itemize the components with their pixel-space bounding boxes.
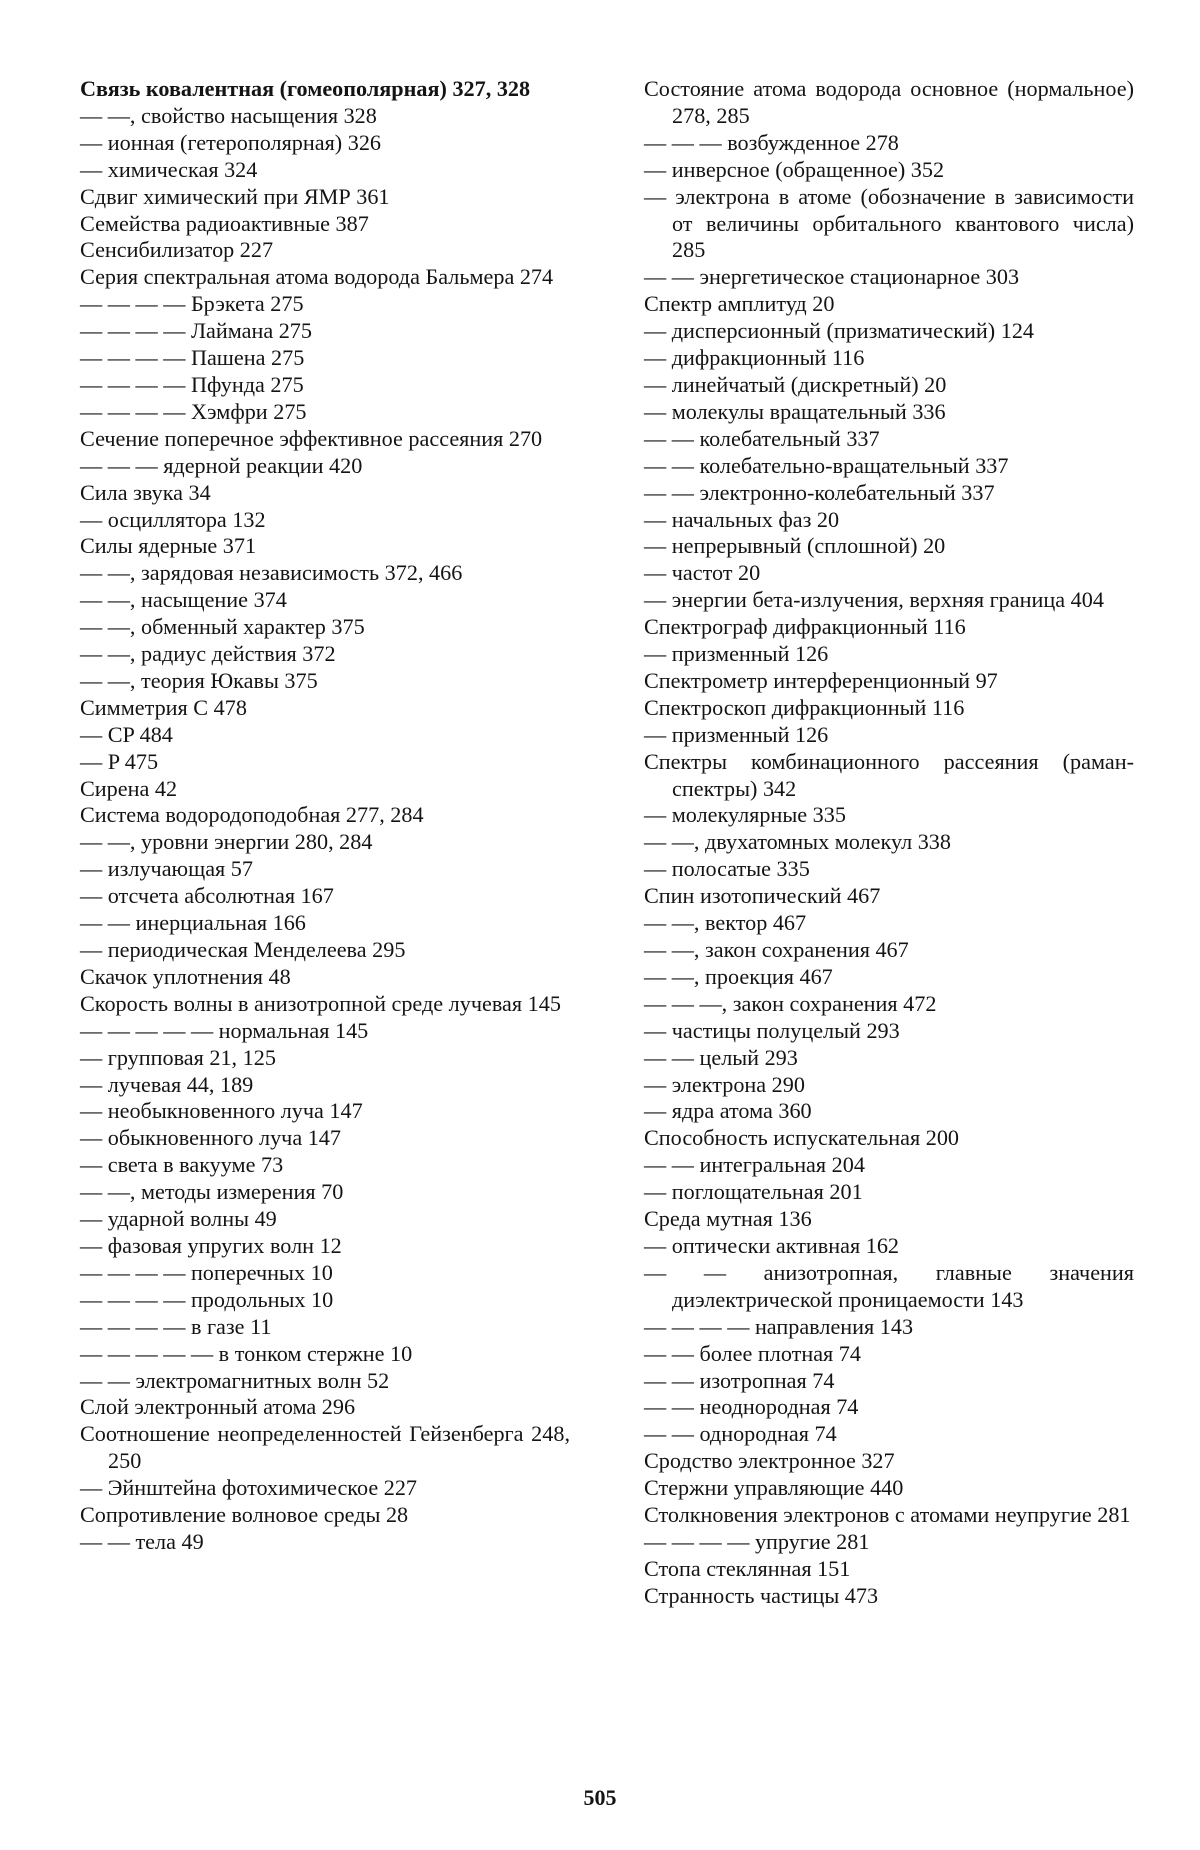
index-entry: Странность частицы 473 bbox=[644, 1582, 879, 1608]
index-entry: — —, уровни энергии 280, 284 bbox=[80, 829, 373, 855]
index-entry: — — электронно-колебательный 337 bbox=[644, 479, 995, 505]
index-entry: — — — — Брэкета 275 bbox=[80, 291, 304, 317]
index-entry: — —, двухатомных молекул 338 bbox=[644, 829, 951, 855]
index-entry: — химическая 324 bbox=[80, 156, 258, 182]
index-entry: Состояние атома водорода основное (нормальное) 278, 285 bbox=[644, 76, 1134, 128]
index-entry: — дифракционный 116 bbox=[644, 345, 865, 371]
index-entry: — призменный 126 bbox=[644, 721, 829, 747]
index-entry: — —, проекция 467 bbox=[644, 963, 833, 989]
index-entry: — —, насыщение 374 bbox=[80, 587, 287, 613]
index-entry: — — электромагнитных волн 52 bbox=[80, 1367, 390, 1393]
index-entry: — непрерывный (сплошной) 20 bbox=[644, 533, 946, 559]
index-entry: — — —, закон сохранения 472 bbox=[644, 990, 937, 1016]
index-entry: Сродство электронное 327 bbox=[644, 1448, 895, 1474]
index-entry: — отсчета абсолютная 167 bbox=[80, 883, 334, 909]
index-entry: — линейчатый (дискретный) 20 bbox=[644, 371, 947, 397]
index-column-left bbox=[80, 76, 570, 1556]
index-entry: Стержни управляющие 440 bbox=[644, 1475, 904, 1501]
index-entry: Система водородоподобная 277, 284 bbox=[80, 802, 424, 828]
index-entry: — —, вектор 467 bbox=[644, 910, 807, 936]
index-entry: Сечение поперечное эффективное рассеяния 270 bbox=[80, 425, 543, 451]
index-entry: — необыкновенного луча 147 bbox=[80, 1098, 363, 1124]
index-entry: — — неоднородная 74 bbox=[644, 1394, 859, 1420]
index-entry: Сдвиг химический при ЯМР 361 bbox=[80, 183, 390, 209]
index-entry: — — — — Лаймана 275 bbox=[80, 318, 312, 344]
index-entry: Сила звука 34 bbox=[80, 479, 211, 505]
index-entry: Сопротивление волновое среды 28 bbox=[80, 1502, 409, 1528]
page-number: 505 bbox=[583, 1785, 617, 1810]
index-entry: Скачок уплотнения 48 bbox=[80, 963, 291, 989]
index-entry: — — — — в газе 11 bbox=[80, 1313, 272, 1339]
index-entry: — ионная (гетерополярная) 326 bbox=[80, 129, 382, 155]
index-entry: — — — — направления 143 bbox=[644, 1313, 914, 1339]
index-entry: — дисперсионный (призматический) 124 bbox=[644, 318, 1035, 344]
index-entry: — —, методы измерения 70 bbox=[80, 1179, 344, 1205]
index-entry: — — однородная 74 bbox=[644, 1421, 837, 1447]
index-entry: — —, зарядовая независимость 372, 466 bbox=[80, 560, 463, 586]
index-entry: Спектрограф дифракционный 116 bbox=[644, 614, 966, 640]
index-entry: Спин изотопический 467 bbox=[644, 883, 881, 909]
index-entry: — —, теория Юкавы 375 bbox=[80, 667, 318, 693]
index-entry: — — тела 49 bbox=[80, 1528, 204, 1554]
index-entry: — электрона в атоме (обозначение в зависимости от величины орбитального квантового числа) 285 bbox=[644, 183, 1134, 263]
index-entry: Способность испускательная 200 bbox=[644, 1125, 960, 1151]
index-entry: — — — — Хэмфри 275 bbox=[80, 398, 307, 424]
index-entry: — — колебательный 337 bbox=[644, 425, 880, 451]
index-entry: — электрона 290 bbox=[644, 1071, 805, 1097]
index-entry: — — — — Пашена 275 bbox=[80, 345, 305, 371]
index-entry: — CP 484 bbox=[80, 721, 173, 747]
index-entry: Спектроскоп дифракционный 116 bbox=[644, 694, 965, 720]
index-entry: — — — — упругие 281 bbox=[644, 1528, 870, 1554]
index-entry: Слой электронный атома 296 bbox=[80, 1394, 356, 1420]
index-entry: Столкновения электронов с атомами неупругие 281 bbox=[644, 1502, 1131, 1528]
index-entry: — —, радиус действия 372 bbox=[80, 641, 336, 667]
index-entry: — начальных фаз 20 bbox=[644, 506, 840, 532]
index-entry: Спектр амплитуд 20 bbox=[644, 291, 835, 317]
index-entry: — энергии бета-излучения, верхняя граница 404 bbox=[644, 587, 1104, 613]
index-entry: Серия спектральная атома водорода Бальмера 274 bbox=[80, 264, 554, 290]
index-entry: — — — — Пфунда 275 bbox=[80, 371, 304, 397]
index-entry: — —, свойство насыщения 328 bbox=[80, 102, 377, 128]
index-entry: — ядра атома 360 bbox=[644, 1098, 812, 1124]
index-entry: — света в вакууме 73 bbox=[80, 1152, 284, 1178]
index-entry: — — анизотропная, главные значения диэлектрической проницаемости 143 bbox=[644, 1259, 1134, 1312]
index-entry: — инверсное (обращенное) 352 bbox=[644, 156, 945, 182]
index-entry: Семейства радиоактивные 387 bbox=[80, 210, 369, 236]
index-entry: — полосатые 335 bbox=[644, 856, 810, 882]
index-entry: Связь ковалентная (гомеополярная) 327, 328 bbox=[80, 76, 531, 101]
index-entry: Соотношение неопределенностей Гейзенберга 248, 250 bbox=[80, 1421, 570, 1474]
index-entry: Скорость волны в анизотропной среде лучевая 145 bbox=[80, 990, 561, 1016]
index-column-right bbox=[644, 76, 1134, 1610]
index-entry: — —, закон сохранения 467 bbox=[644, 937, 909, 962]
index-entry: — обыкновенного луча 147 bbox=[80, 1125, 341, 1151]
index-entry: Силы ядерные 371 bbox=[80, 533, 257, 559]
index-entry: — — — — — нормальная 145 bbox=[80, 1017, 369, 1043]
index-entry: — — интегральная 204 bbox=[644, 1152, 865, 1178]
index-entry: — — целый 293 bbox=[644, 1044, 798, 1070]
index-entry: — — изотропная 74 bbox=[644, 1367, 835, 1393]
index-entry: — частицы полуцелый 293 bbox=[644, 1017, 900, 1043]
index-entry: — ударной волны 49 bbox=[80, 1206, 277, 1232]
index-entry: Стопа стеклянная 151 bbox=[644, 1555, 851, 1581]
index-entry: Спектры комбинационного рассеяния (раман-спектры) 342 bbox=[644, 748, 1134, 801]
index-entry: — лучевая 44, 189 bbox=[80, 1071, 254, 1097]
index-entry: Симметрия С 478 bbox=[80, 694, 247, 720]
index-entry: — —, обменный характер 375 bbox=[80, 614, 365, 640]
index-entry: — частот 20 bbox=[644, 560, 761, 586]
index-entry: Сирена 42 bbox=[80, 775, 178, 801]
index-entry: — — — — — в тонком стержне 10 bbox=[80, 1340, 413, 1366]
index-entry: — молекулярные 335 bbox=[644, 802, 846, 828]
index-entry: Спектрометр интерференционный 97 bbox=[644, 667, 998, 693]
index-entry: — — энергетическое стационарное 303 bbox=[644, 264, 1020, 290]
index-entry: — — более плотная 74 bbox=[644, 1340, 861, 1366]
index-entry: — — — — продольных 10 bbox=[80, 1286, 334, 1312]
index-entry: — фазовая упругих волн 12 bbox=[80, 1232, 342, 1258]
index-entry: Среда мутная 136 bbox=[644, 1206, 812, 1232]
index-entry: — — — ядерной реакции 420 bbox=[80, 452, 363, 478]
index-entry: — — — возбужденное 278 bbox=[644, 129, 899, 155]
index-entry: — оптически активная 162 bbox=[644, 1232, 900, 1258]
index-entry: — осциллятора 132 bbox=[80, 506, 266, 532]
index-entry: — призменный 126 bbox=[644, 641, 829, 667]
index-entry: — излучающая 57 bbox=[80, 856, 253, 882]
index-entry: — молекулы вращательный 336 bbox=[644, 398, 946, 424]
index-entry: — — инерциальная 166 bbox=[80, 910, 306, 936]
index-entry: Сенсибилизатор 227 bbox=[80, 237, 274, 263]
index-entry: — — — — поперечных 10 bbox=[80, 1259, 333, 1285]
index-entry: — — колебательно-вращательный 337 bbox=[644, 452, 1009, 478]
index-entry: — P 475 bbox=[80, 748, 159, 774]
index-entry: — групповая 21, 125 bbox=[80, 1044, 276, 1070]
index-entry: — Эйнштейна фотохимическое 227 bbox=[80, 1475, 418, 1501]
index-entry: — периодическая Менделеева 295 bbox=[80, 937, 406, 962]
index-entry: — поглощательная 201 bbox=[644, 1179, 863, 1205]
